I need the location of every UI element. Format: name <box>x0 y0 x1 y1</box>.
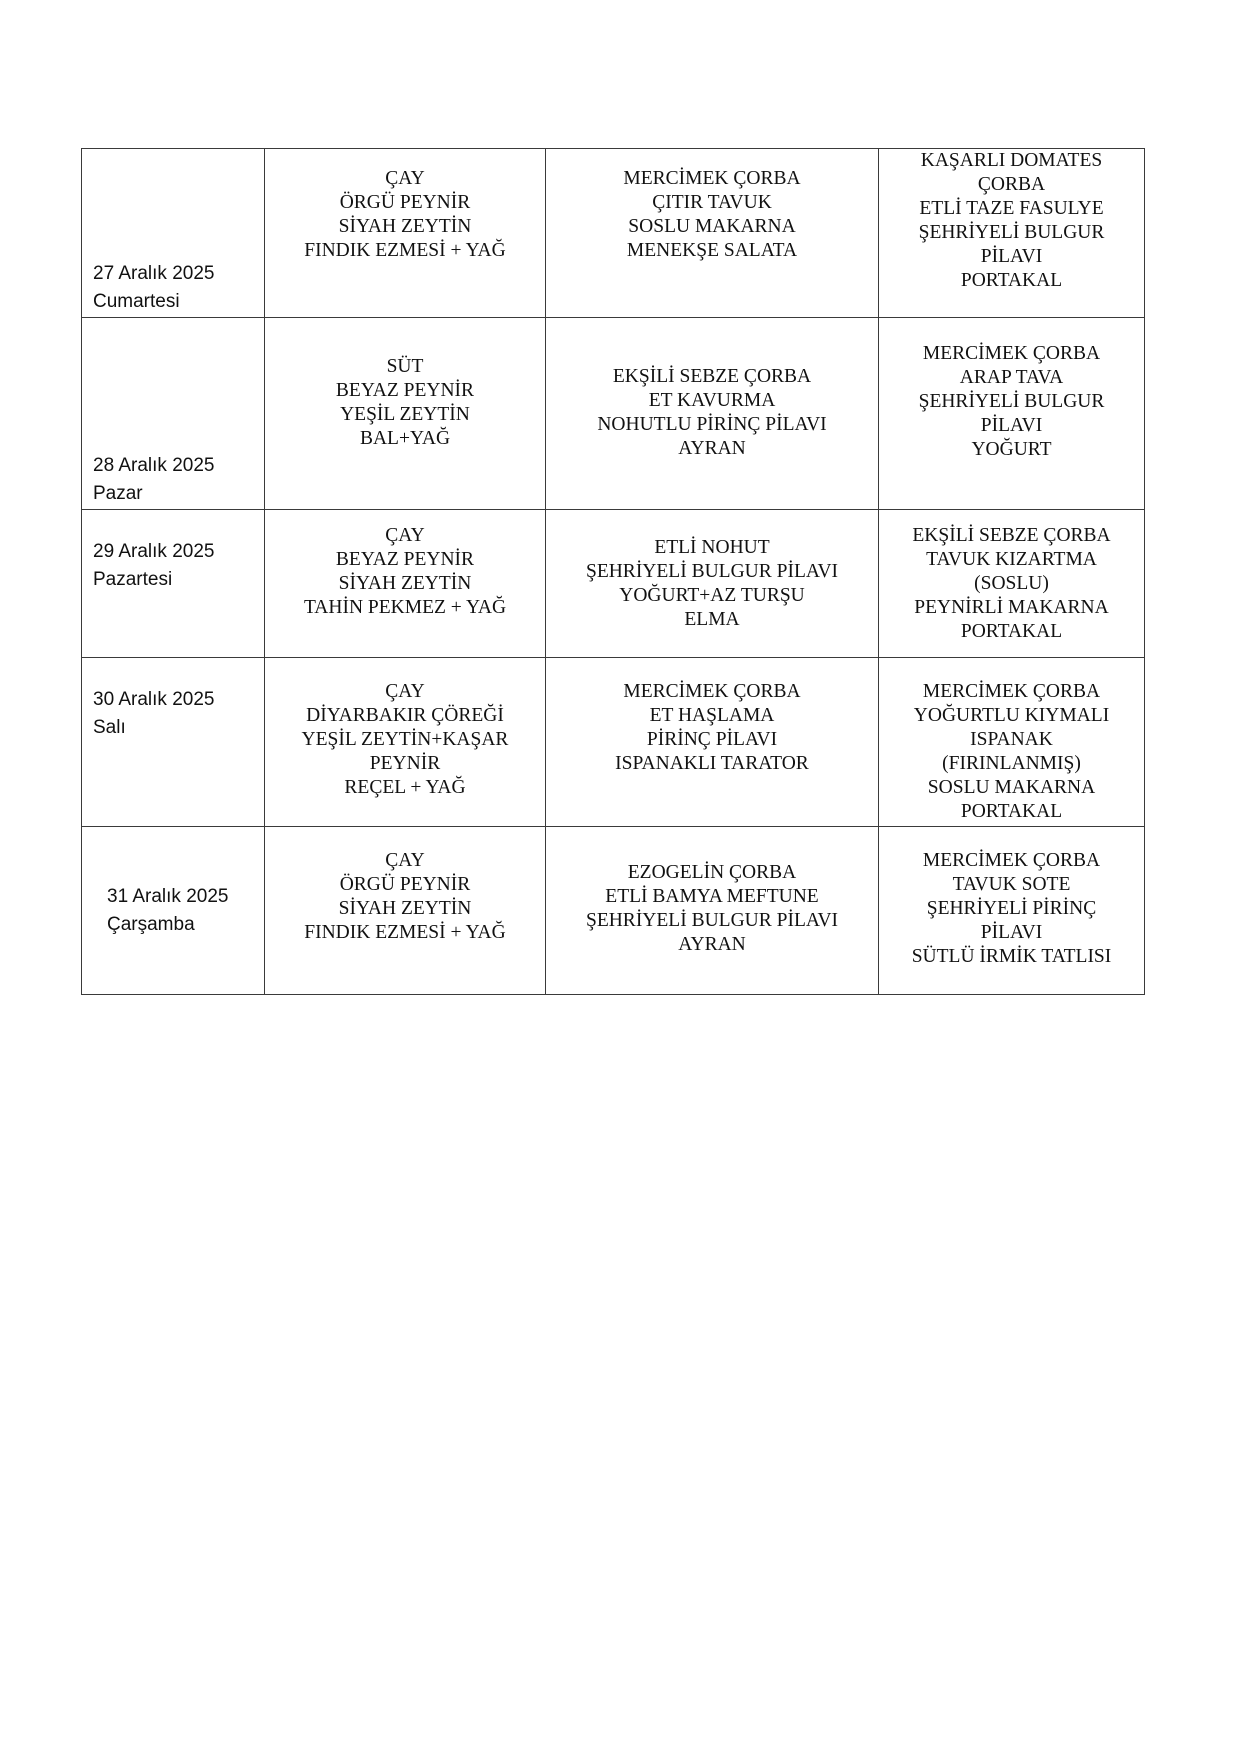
menu-item: ETLİ BAMYA MEFTUNE <box>605 886 819 907</box>
menu-item: ETLİ TAZE FASULYE <box>919 198 1104 219</box>
date-cell <box>82 318 265 510</box>
menu-item: (FIRINLANMIŞ) <box>942 753 1081 774</box>
menu-item: PEYNİRLİ MAKARNA <box>914 597 1109 618</box>
weekday-label: Cumartesi <box>93 291 180 312</box>
menu-item: PİLAVI <box>980 922 1043 943</box>
menu-item: EKŞİLİ SEBZE ÇORBA <box>612 366 812 387</box>
dinner-cell <box>879 318 1145 510</box>
menu-item: YOĞURT <box>971 439 1052 460</box>
menu-item: AYRAN <box>678 438 746 459</box>
day-row <box>82 149 1145 318</box>
menu-item: PEYNİR <box>369 753 441 774</box>
menu-item: ET KAVURMA <box>648 390 776 411</box>
menu-item: PİLAVI <box>980 415 1043 436</box>
dinner-cell <box>879 510 1145 658</box>
menu-item: ÖRGÜ PEYNİR <box>339 192 471 213</box>
menu-item: SİYAH ZEYTİN <box>338 216 472 237</box>
menu-item: NOHUTLU PİRİNÇ PİLAVI <box>597 414 827 435</box>
menu-item: PORTAKAL <box>960 801 1063 822</box>
menu-item: TAVUK KIZARTMA <box>926 549 1097 570</box>
date-cell <box>82 827 265 995</box>
menu-item: ELMA <box>684 609 740 630</box>
menu-item: ŞEHRİYELİ BULGUR <box>918 222 1105 243</box>
menu-item: FINDIK EZMESİ + YAĞ <box>304 922 506 943</box>
breakfast-cell <box>265 149 546 318</box>
menu-item: MERCİMEK ÇORBA <box>922 850 1101 871</box>
menu-item: ISPANAKLI TARATOR <box>615 753 809 774</box>
menu-item: YOĞURT+AZ TURŞU <box>619 585 805 606</box>
date-label: 27 Aralık 2025 <box>93 263 215 284</box>
menu-item: MENEKŞE SALATA <box>626 240 798 261</box>
menu-item: AYRAN <box>678 934 746 955</box>
menu-item: SÜT <box>386 356 424 377</box>
menu-body <box>82 149 1145 995</box>
weekday-label: Pazartesi <box>93 569 173 590</box>
date-label: 29 Aralık 2025 <box>93 541 215 562</box>
date-cell <box>82 510 265 658</box>
menu-item: MERCİMEK ÇORBA <box>623 681 801 702</box>
lunch-cell <box>546 827 879 995</box>
menu-item: MERCİMEK ÇORBA <box>623 168 801 189</box>
menu-item: ÇAY <box>385 525 425 546</box>
menu-item: FINDIK EZMESİ + YAĞ <box>304 240 506 261</box>
menu-item: SOSLU MAKARNA <box>927 777 1096 798</box>
menu-item: TAHİN PEKMEZ + YAĞ <box>303 597 507 618</box>
breakfast-cell <box>265 318 546 510</box>
menu-item: ÇAY <box>385 681 425 702</box>
breakfast-cell <box>265 510 546 658</box>
menu-item: (SOSLU) <box>974 573 1049 594</box>
menu-item: YEŞİL ZEYTİN+KAŞAR <box>301 729 509 750</box>
dinner-cell <box>879 149 1145 318</box>
menu-item: ÇAY <box>385 850 425 871</box>
date-label: 30 Aralık 2025 <box>93 689 215 710</box>
menu-item: DİYARBAKIR ÇÖREĞİ <box>306 705 504 726</box>
menu-item: YEŞİL ZEYTİN <box>340 404 470 425</box>
menu-item: SOSLU MAKARNA <box>628 216 796 237</box>
menu-item: ÖRGÜ PEYNİR <box>339 874 471 895</box>
dinner-cell <box>879 658 1145 827</box>
lunch-cell <box>546 658 879 827</box>
menu-item: MERCİMEK ÇORBA <box>922 343 1101 364</box>
menu-item: YOĞURTLU KIYMALI <box>913 705 1110 726</box>
menu-item: SÜTLÜ İRMİK TATLISI <box>911 946 1112 967</box>
menu-item: BEYAZ PEYNİR <box>335 549 475 570</box>
menu-item: PİLAVI <box>980 246 1043 267</box>
menu-item: MERCİMEK ÇORBA <box>922 681 1101 702</box>
day-row <box>82 658 1145 827</box>
day-row <box>82 318 1145 510</box>
menu-item: SİYAH ZEYTİN <box>338 898 472 919</box>
date-label: 31 Aralık 2025 <box>107 885 229 907</box>
lunch-cell <box>546 510 879 658</box>
menu-item: ÇORBA <box>977 174 1046 195</box>
date-cell <box>82 658 265 827</box>
date-cell <box>82 149 265 318</box>
lunch-cell <box>546 318 879 510</box>
menu-item: BAL+YAĞ <box>359 428 451 449</box>
menu-item: ÇAY <box>385 168 425 189</box>
menu-item: KAŞARLI DOMATES <box>920 150 1103 171</box>
menu-item: ETLİ NOHUT <box>654 537 770 558</box>
menu-item: EKŞİLİ SEBZE ÇORBA <box>912 525 1111 546</box>
weekday-label: Salı <box>93 717 126 738</box>
menu-item: ISPANAK <box>970 729 1053 750</box>
menu-table <box>81 148 1145 995</box>
menu-item: PORTAKAL <box>960 621 1063 642</box>
menu-item: ŞEHRİYELİ BULGUR <box>918 391 1105 412</box>
dinner-cell <box>879 827 1145 995</box>
breakfast-cell <box>265 827 546 995</box>
day-row <box>82 827 1145 995</box>
lunch-cell <box>546 149 879 318</box>
menu-item: PORTAKAL <box>960 270 1063 291</box>
day-row <box>82 510 1145 658</box>
weekday-label: Çarşamba <box>107 913 195 935</box>
menu-item: PİRİNÇ PİLAVI <box>646 729 778 750</box>
menu-item: ŞEHRİYELİ BULGUR PİLAVI <box>585 910 839 931</box>
breakfast-cell <box>265 658 546 827</box>
menu-item: EZOGELİN ÇORBA <box>627 862 797 883</box>
menu-item: ARAP TAVA <box>959 367 1064 388</box>
menu-item: REÇEL + YAĞ <box>344 777 466 798</box>
menu-item: BEYAZ PEYNİR <box>335 380 475 401</box>
date-label: 28 Aralık 2025 <box>93 455 215 476</box>
weekday-label: Pazar <box>93 483 143 504</box>
menu-item: TAVUK SOTE <box>952 874 1071 895</box>
menu-item: ŞEHRİYELİ PİRİNÇ <box>926 898 1097 919</box>
menu-item: SİYAH ZEYTİN <box>338 573 472 594</box>
menu-item: ŞEHRİYELİ BULGUR PİLAVI <box>585 561 839 582</box>
menu-item: ET HAŞLAMA <box>649 705 775 726</box>
menu-item: ÇITIR TAVUK <box>652 192 772 213</box>
